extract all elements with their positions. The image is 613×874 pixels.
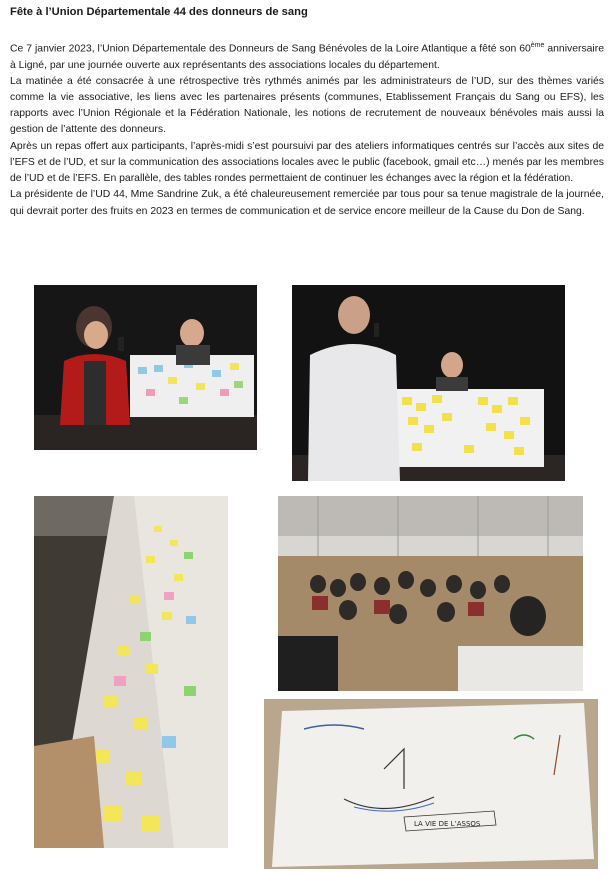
photo-sticky-notes-table	[34, 496, 228, 848]
drawing-banner-text: LA VIE DE L’ASSOS	[414, 820, 481, 828]
paragraph-4: La présidente de l’UD 44, Mme Sandrine Zuk, a été chaleureusement remerciée par tous pour sa tenue magistrale de la journée, qui devrait porter des fruits en 2023 en termes de communication et de service encore meilleur de la Cause du Don de Sang.	[10, 189, 604, 217]
article-title: Fête à l’Union Départementale 44 des donneurs de sang	[10, 6, 308, 18]
superscript-ordinal: ème	[530, 42, 545, 49]
paragraph-2: La matinée a été consacrée à une rétrospective très rythmés animés par les administrateurs de l’UD, sur des thèmes variés comme la vie associative, les liens avec les partenaires présents (communes, Etablissement Français du Sang ou EFS), les rapports avec l’Union Régionale et la Fédération Nationale, les notions de recrutement de nouveaux bénévoles mais aussi la gestion de l’attente des donneurs.	[10, 75, 604, 136]
article-body	[10, 38, 604, 220]
photo-drawing-paper	[264, 699, 598, 869]
photo-presenters-right	[292, 285, 565, 481]
photo-audience-hall	[278, 496, 583, 691]
photo-presenters-left	[34, 285, 257, 450]
paragraph-1: Ce 7 janvier 2023, l’Union Départementale des Donneurs de Sang Bénévoles de la Loire Atlantique a fêté son 60ème anniversaire à Ligné, par une journée ouverte aux représentants des associations locales du département.	[10, 42, 604, 71]
paragraph-3: Après un repas offert aux participants, l’après-midi s’est poursuivi par des ateliers informatiques centrés sur l’accès aux sites de l’EFS et de l’UD, et sur la communication des associations locales avec le public (facebook, gmail etc…) menés par les membres de l’UD et de l’EFS. En parallèle, des tables rondes permettaient de continuer les échanges avec la région et la fédération.	[10, 140, 604, 185]
